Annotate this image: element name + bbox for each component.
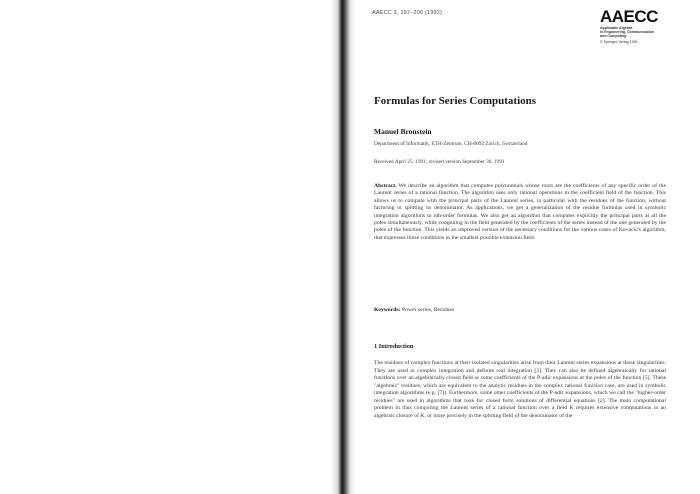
logo-subtitle-1: Applicable Algebra (600, 26, 633, 30)
journal-logo (600, 8, 670, 58)
logo-copyright: © Springer-Verlag 1992 (600, 39, 638, 44)
logo-subtitle-3: and Computing (600, 34, 627, 39)
author-affiliation: Department of Informatik, ETH-Zentrum, CH-8092 Zürich, Switzerland (374, 141, 528, 147)
received-date: Received April 25, 1991; revised version September 30, 1991 (374, 159, 505, 165)
journal-header: AAECC 3, 197–206 (1992) (372, 10, 443, 16)
section-heading-introduction: 1 Introduction (374, 343, 414, 350)
paper-title: Formulas for Series Computations (374, 95, 537, 107)
logo-word: AAECC (600, 7, 658, 26)
keywords (374, 307, 454, 313)
logo-subtitle-2: in Engineering, Communication (600, 30, 655, 35)
author-name: Manuel Bronstein (374, 127, 432, 136)
introduction-text: The residues of complex functions at their isolated singularities arise from their Laurent series expansions at those singularities. They are used in complex integration and definite real integration [3]. They can also be defined algebraically for rational functions over an algebraically closed field as some coefficients of the P-adic expansions at the poles of the function [5]. These "algebraic" residues, which are equivalent to the analytic residues in the complex rational function case, are used in symbolic integration algorithms (e.g. [7]). Furthermore, some other coefficients of the P-adic expansions, which we call the "higher-order residues" are used in algorithms that look for closed form solutions of differential equations [2]. The main computational problem in thus computing the Laurent series of a rational function over a field K requires extensive computations in an algebraic closure of K, or more precisely in the splitting field of the denominator of the (374, 360, 666, 419)
abstract-text: We describe an algorithm that computes polynomials whose roots are the coefficients of any specific order of the Laurent series of a rational function. The algorithm uses only rational operations in the coefficient field of the function. This allows us to compute with the principal parts of the Laurent series, in particular with the residues of the function, without factoring or splitting its denominator. As applications, we get a generalization of the residue formulas used in symbolic integration algorithms to nth-order formulas. We also get an algorithm that computes explicitly the principal parts at all the poles simultaneously, while computing in the field generated by the coefficients of the series instead of the one generated by the poles of the function. This yields an improved version of the necessary conditions for the various cases of Kovacic's algorithm, that expresses those conditions in the smallest possible extension field. (374, 183, 666, 241)
abstract (374, 183, 666, 242)
keywords-label: Keywords: (374, 307, 401, 313)
book-spine-shadow (330, 0, 356, 494)
keywords-text: Power series, Residues (401, 307, 455, 313)
abstract-label: Abstract. (374, 183, 397, 189)
